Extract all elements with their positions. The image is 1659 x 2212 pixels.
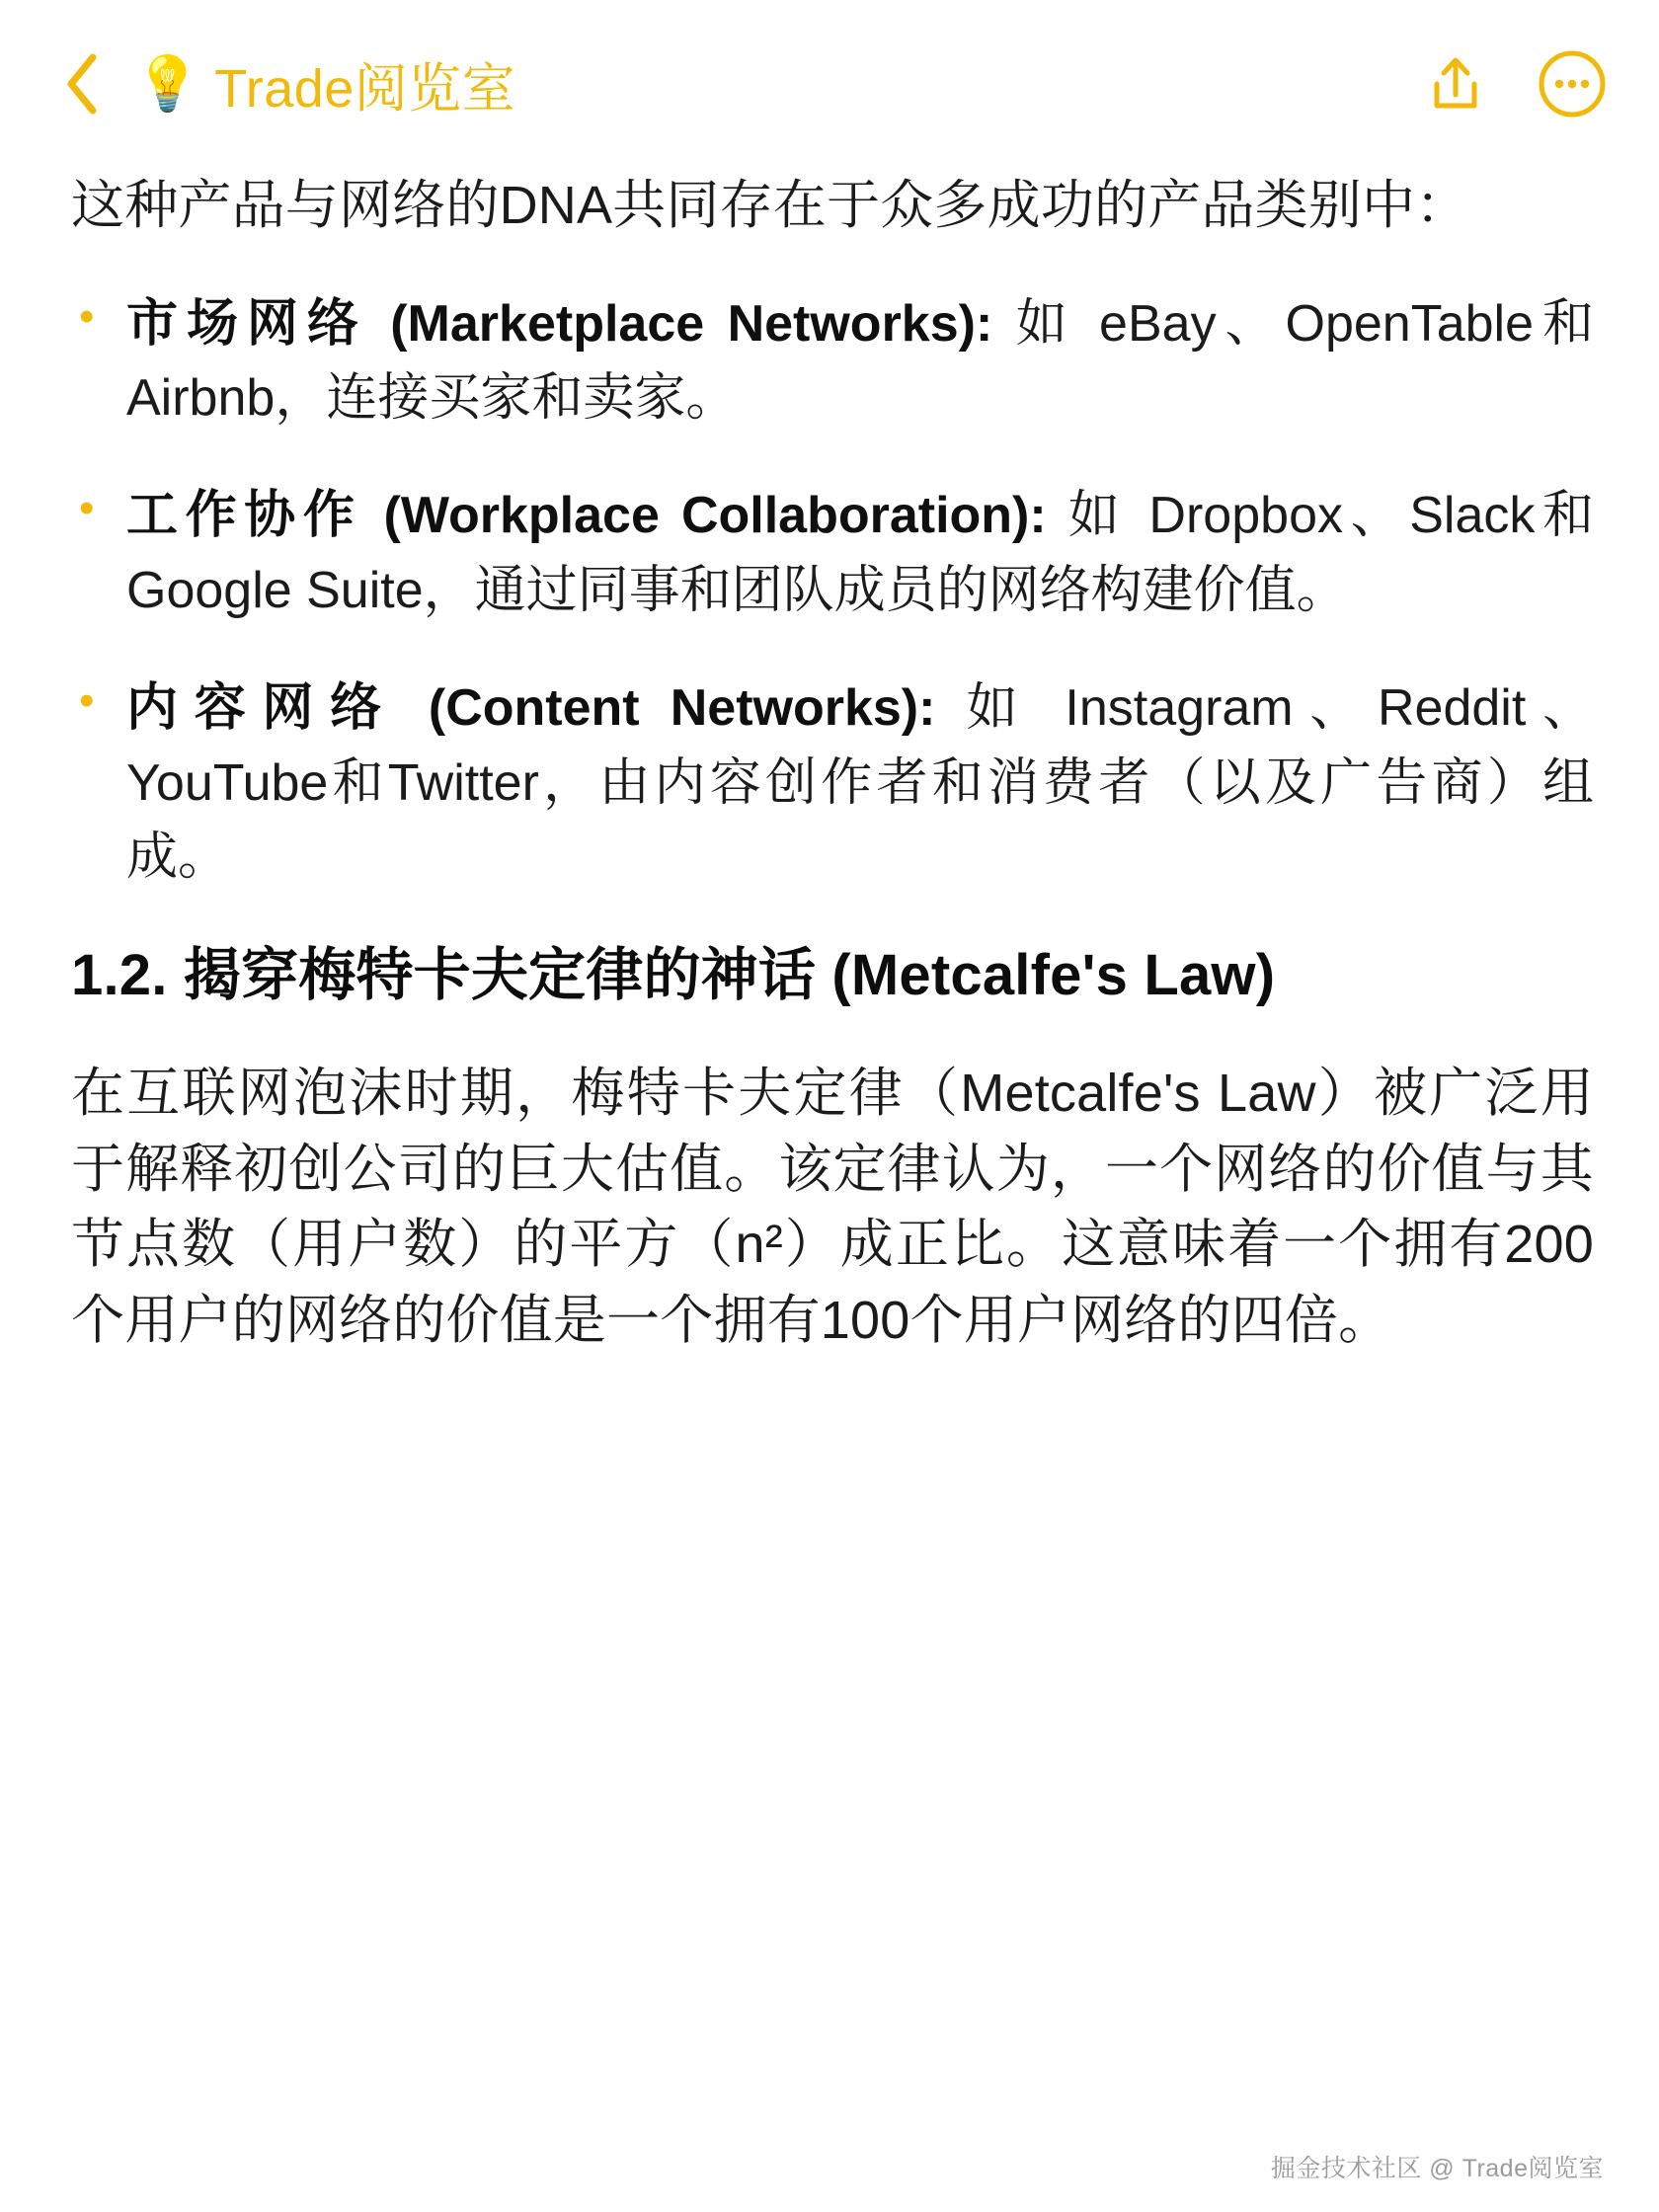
list-item: [71, 672, 1594, 895]
more-horizontal-icon[interactable]: [1537, 48, 1608, 119]
article-body: [0, 168, 1659, 1359]
list-item: [71, 479, 1594, 628]
list-item-desc: 如 eBay、OpenTable和Airbnb，连接买家和卖家。: [126, 294, 1594, 428]
list-item-term: 市场网络 (Marketplace Networks):: [126, 294, 993, 353]
section-heading: 1.2. 揭穿梅特卡夫定律的神话 (Metcalfe's Law): [71, 943, 1276, 1008]
watermark: 掘金技术社区 @ Trade阅览室: [1270, 2155, 1604, 2182]
category-list: [71, 287, 1594, 896]
back-icon[interactable]: [61, 49, 117, 118]
list-item-desc: 如 Dropbox、Slack和Google Suite，通过同事和团队成员的网络构建价值。: [126, 487, 1594, 619]
list-item-term: 工作协作 (Workplace Collaboration):: [126, 487, 1047, 545]
list-item: [71, 287, 1594, 436]
header-title-group: [134, 46, 1420, 122]
page-title: Trade阅览室: [214, 58, 516, 118]
app-header: [0, 0, 1659, 168]
section-paragraph: 在互联网泡沫时期，梅特卡夫定律（Metcalfe's Law）被广泛用于解释初创公司的巨大估值。该定律认为，一个网络的价值与其节点数（用户数）的平方（n²）成正比。这意味着一个拥有200个用户的网络的价值是一个拥有100个用户网络的四倍。: [71, 1063, 1594, 1350]
list-item-desc: 如 Instagram、Reddit、YouTube和Twitter，由内容创作者和消费者（以及广告商）组成。: [126, 679, 1594, 887]
header-actions: [1420, 48, 1608, 119]
share-icon[interactable]: [1420, 48, 1491, 119]
list-item-term: 内容网络 (Content Networks):: [126, 679, 936, 738]
lightbulb-icon: 💡: [134, 54, 201, 114]
intro-paragraph: 这种产品与网络的DNA共同存在于众多成功的产品类别中：: [71, 176, 1469, 235]
